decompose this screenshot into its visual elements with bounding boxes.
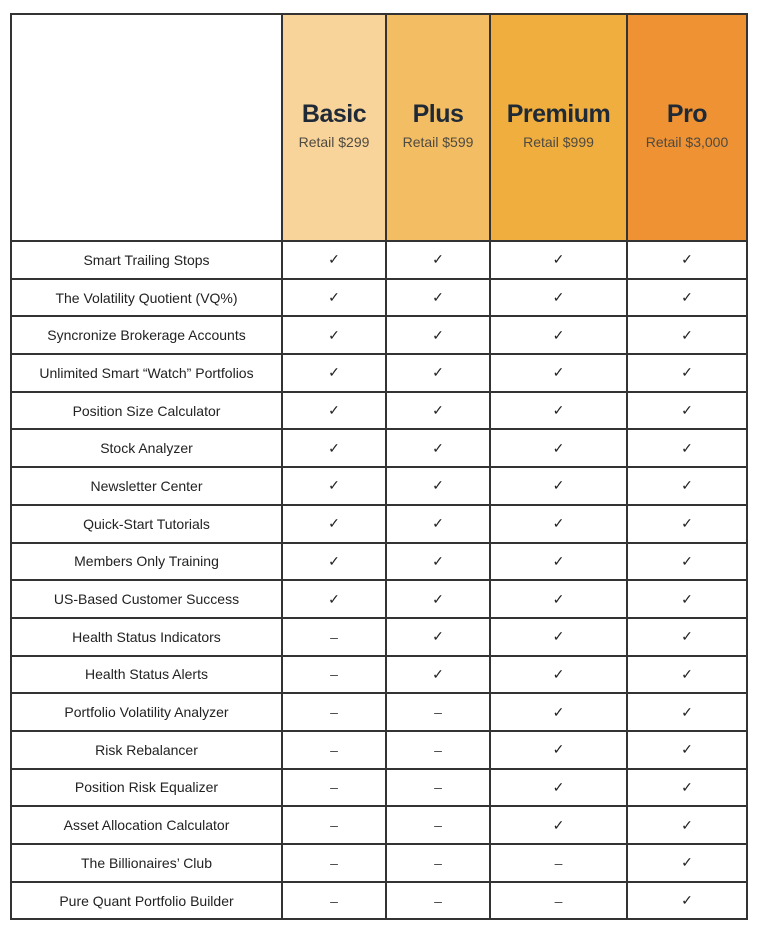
feature-cell-basic (282, 693, 386, 731)
checkmark-icon: ✓ (681, 590, 693, 607)
checkmark-icon: ✓ (552, 628, 565, 645)
tier-header-row (11, 14, 747, 241)
feature-cell-pro (627, 882, 747, 920)
checkmark-icon: ✓ (552, 251, 565, 268)
checkmark-icon: ✓ (328, 590, 340, 607)
feature-cell-basic (282, 354, 386, 392)
feature-cell-premium (490, 279, 627, 317)
checkmark-icon: ✓ (552, 439, 565, 456)
feature-row (11, 844, 747, 882)
tier-name: Pro (666, 99, 708, 128)
feature-cell-pro (627, 392, 747, 430)
feature-row (11, 731, 747, 769)
feature-label: Unlimited Smart “Watch” Portfolios (11, 354, 282, 392)
checkmark-icon: ✓ (432, 326, 444, 343)
feature-cell-plus (386, 241, 490, 279)
feature-cell-pro (627, 354, 747, 392)
feature-cell-plus (386, 467, 490, 505)
feature-cell-plus (386, 731, 490, 769)
feature-cell-plus (386, 279, 490, 317)
feature-label: Portfolio Volatility Analyzer (11, 693, 282, 731)
checkmark-icon: ✓ (681, 326, 693, 343)
dash-icon: – (330, 741, 338, 758)
checkmark-icon: ✓ (552, 326, 565, 343)
feature-cell-basic (282, 543, 386, 581)
dash-icon: – (330, 854, 338, 871)
feature-cell-premium (490, 354, 627, 392)
dash-icon: – (434, 892, 442, 909)
checkmark-icon: ✓ (681, 515, 693, 532)
feature-cell-basic (282, 731, 386, 769)
feature-row (11, 656, 747, 694)
feature-row (11, 580, 747, 618)
tier-name: Plus (412, 99, 464, 128)
feature-label: Newsletter Center (11, 467, 282, 505)
feature-label: Syncronize Brokerage Accounts (11, 316, 282, 354)
feature-row (11, 769, 747, 807)
checkmark-icon: ✓ (432, 552, 444, 569)
feature-label: Smart Trailing Stops (11, 241, 282, 279)
feature-label: Position Size Calculator (11, 392, 282, 430)
feature-cell-plus (386, 769, 490, 807)
feature-cell-pro (627, 618, 747, 656)
checkmark-icon: ✓ (552, 703, 565, 720)
checkmark-icon: ✓ (681, 477, 693, 494)
checkmark-icon: ✓ (552, 364, 565, 381)
feature-cell-premium (490, 693, 627, 731)
tier-header-plus (386, 14, 490, 241)
feature-cell-plus (386, 882, 490, 920)
checkmark-icon: ✓ (432, 439, 444, 456)
feature-cell-plus (386, 580, 490, 618)
feature-cell-pro (627, 769, 747, 807)
feature-cell-plus (386, 354, 490, 392)
feature-cell-basic (282, 279, 386, 317)
feature-label: Position Risk Equalizer (11, 769, 282, 807)
feature-cell-pro (627, 279, 747, 317)
checkmark-icon: ✓ (552, 778, 565, 795)
feature-cell-plus (386, 543, 490, 581)
checkmark-icon: ✓ (328, 364, 340, 381)
feature-cell-pro (627, 241, 747, 279)
feature-cell-plus (386, 392, 490, 430)
feature-cell-premium (490, 731, 627, 769)
checkmark-icon: ✓ (328, 439, 340, 456)
feature-row (11, 505, 747, 543)
tier-price: Retail $299 (298, 133, 370, 150)
tier-name: Basic (301, 99, 367, 128)
dash-icon: – (330, 892, 338, 909)
feature-cell-basic (282, 882, 386, 920)
checkmark-icon: ✓ (552, 477, 565, 494)
feature-cell-premium (490, 505, 627, 543)
feature-label: The Billionaires’ Club (11, 844, 282, 882)
feature-row (11, 241, 747, 279)
feature-label: The Volatility Quotient (VQ%) (11, 279, 282, 317)
feature-cell-basic (282, 844, 386, 882)
checkmark-icon: ✓ (681, 741, 693, 758)
feature-row (11, 618, 747, 656)
feature-cell-plus (386, 806, 490, 844)
feature-label: Members Only Training (11, 543, 282, 581)
feature-cell-plus (386, 316, 490, 354)
feature-cell-premium (490, 882, 627, 920)
feature-label: Pure Quant Portfolio Builder (11, 882, 282, 920)
feature-cell-basic (282, 505, 386, 543)
feature-row (11, 392, 747, 430)
dash-icon: – (330, 628, 338, 645)
checkmark-icon: ✓ (681, 402, 693, 419)
checkmark-icon: ✓ (681, 816, 693, 833)
feature-cell-plus (386, 693, 490, 731)
tier-price: Retail $599 (402, 133, 474, 150)
feature-cell-premium (490, 769, 627, 807)
checkmark-icon: ✓ (681, 251, 693, 268)
feature-label: Health Status Alerts (11, 656, 282, 694)
tier-header-premium (490, 14, 627, 241)
checkmark-icon: ✓ (552, 590, 565, 607)
feature-cell-premium (490, 467, 627, 505)
checkmark-icon: ✓ (432, 364, 444, 381)
feature-label: US-Based Customer Success (11, 580, 282, 618)
dash-icon: – (434, 779, 442, 796)
checkmark-icon: ✓ (552, 552, 565, 569)
checkmark-icon: ✓ (681, 892, 693, 909)
checkmark-icon: ✓ (552, 665, 565, 682)
dash-icon: – (330, 666, 338, 683)
dash-icon: – (434, 817, 442, 834)
feature-cell-pro (627, 731, 747, 769)
checkmark-icon: ✓ (432, 515, 444, 532)
feature-row (11, 806, 747, 844)
checkmark-icon: ✓ (552, 289, 565, 306)
feature-row (11, 882, 747, 920)
checkmark-icon: ✓ (328, 552, 340, 569)
checkmark-icon: ✓ (681, 439, 693, 456)
feature-cell-basic (282, 316, 386, 354)
checkmark-icon: ✓ (681, 552, 693, 569)
checkmark-icon: ✓ (552, 402, 565, 419)
dash-icon: – (554, 854, 563, 871)
feature-cell-premium (490, 618, 627, 656)
feature-row (11, 279, 747, 317)
feature-cell-basic (282, 580, 386, 618)
header-blank-cell (11, 14, 282, 241)
feature-cell-premium (490, 844, 627, 882)
feature-cell-premium (490, 392, 627, 430)
checkmark-icon: ✓ (552, 741, 565, 758)
dash-icon: – (434, 704, 442, 721)
feature-cell-basic (282, 241, 386, 279)
feature-cell-premium (490, 429, 627, 467)
feature-row (11, 354, 747, 392)
feature-cell-basic (282, 392, 386, 430)
checkmark-icon: ✓ (328, 477, 340, 494)
feature-cell-basic (282, 429, 386, 467)
feature-row (11, 543, 747, 581)
checkmark-icon: ✓ (681, 854, 693, 871)
checkmark-icon: ✓ (552, 816, 565, 833)
tier-header-basic (282, 14, 386, 241)
dash-icon: – (330, 779, 338, 796)
dash-icon: – (554, 892, 563, 909)
feature-cell-pro (627, 580, 747, 618)
feature-cell-plus (386, 618, 490, 656)
feature-cell-pro (627, 505, 747, 543)
feature-label: Asset Allocation Calculator (11, 806, 282, 844)
checkmark-icon: ✓ (328, 326, 340, 343)
feature-cell-pro (627, 429, 747, 467)
feature-cell-plus (386, 429, 490, 467)
feature-cell-pro (627, 316, 747, 354)
checkmark-icon: ✓ (681, 778, 693, 795)
tier-header-pro (627, 14, 747, 241)
feature-cell-premium (490, 543, 627, 581)
feature-label: Quick-Start Tutorials (11, 505, 282, 543)
feature-row (11, 693, 747, 731)
checkmark-icon: ✓ (432, 477, 444, 494)
feature-cell-premium (490, 806, 627, 844)
feature-cell-plus (386, 844, 490, 882)
checkmark-icon: ✓ (328, 402, 340, 419)
checkmark-icon: ✓ (681, 628, 693, 645)
pricing-comparison-table (10, 13, 748, 920)
feature-cell-basic (282, 618, 386, 656)
feature-cell-premium (490, 241, 627, 279)
dash-icon: – (434, 854, 442, 871)
tier-price: Retail $3,000 (645, 133, 729, 150)
feature-cell-pro (627, 693, 747, 731)
checkmark-icon: ✓ (432, 628, 444, 645)
feature-cell-basic (282, 806, 386, 844)
checkmark-icon: ✓ (432, 251, 444, 268)
checkmark-icon: ✓ (432, 289, 444, 306)
checkmark-icon: ✓ (432, 402, 444, 419)
checkmark-icon: ✓ (432, 590, 444, 607)
checkmark-icon: ✓ (552, 515, 565, 532)
checkmark-icon: ✓ (328, 251, 340, 268)
feature-cell-premium (490, 656, 627, 694)
feature-cell-plus (386, 656, 490, 694)
feature-cell-pro (627, 656, 747, 694)
checkmark-icon: ✓ (681, 703, 693, 720)
checkmark-icon: ✓ (681, 364, 693, 381)
feature-row (11, 316, 747, 354)
feature-cell-pro (627, 844, 747, 882)
feature-row (11, 467, 747, 505)
dash-icon: – (434, 741, 442, 758)
feature-row (11, 429, 747, 467)
tier-name: Premium (506, 99, 611, 128)
feature-cell-pro (627, 543, 747, 581)
feature-label: Health Status Indicators (11, 618, 282, 656)
feature-cell-basic (282, 467, 386, 505)
feature-cell-plus (386, 505, 490, 543)
checkmark-icon: ✓ (328, 515, 340, 532)
feature-cell-basic (282, 656, 386, 694)
checkmark-icon: ✓ (328, 289, 340, 306)
feature-label: Risk Rebalancer (11, 731, 282, 769)
dash-icon: – (330, 817, 338, 834)
checkmark-icon: ✓ (432, 665, 444, 682)
feature-rows (11, 241, 747, 919)
tier-price: Retail $999 (523, 133, 594, 150)
feature-cell-pro (627, 806, 747, 844)
checkmark-icon: ✓ (681, 289, 693, 306)
feature-cell-premium (490, 580, 627, 618)
dash-icon: – (330, 704, 338, 721)
feature-label: Stock Analyzer (11, 429, 282, 467)
checkmark-icon: ✓ (681, 665, 693, 682)
feature-cell-pro (627, 467, 747, 505)
feature-cell-premium (490, 316, 627, 354)
feature-cell-basic (282, 769, 386, 807)
